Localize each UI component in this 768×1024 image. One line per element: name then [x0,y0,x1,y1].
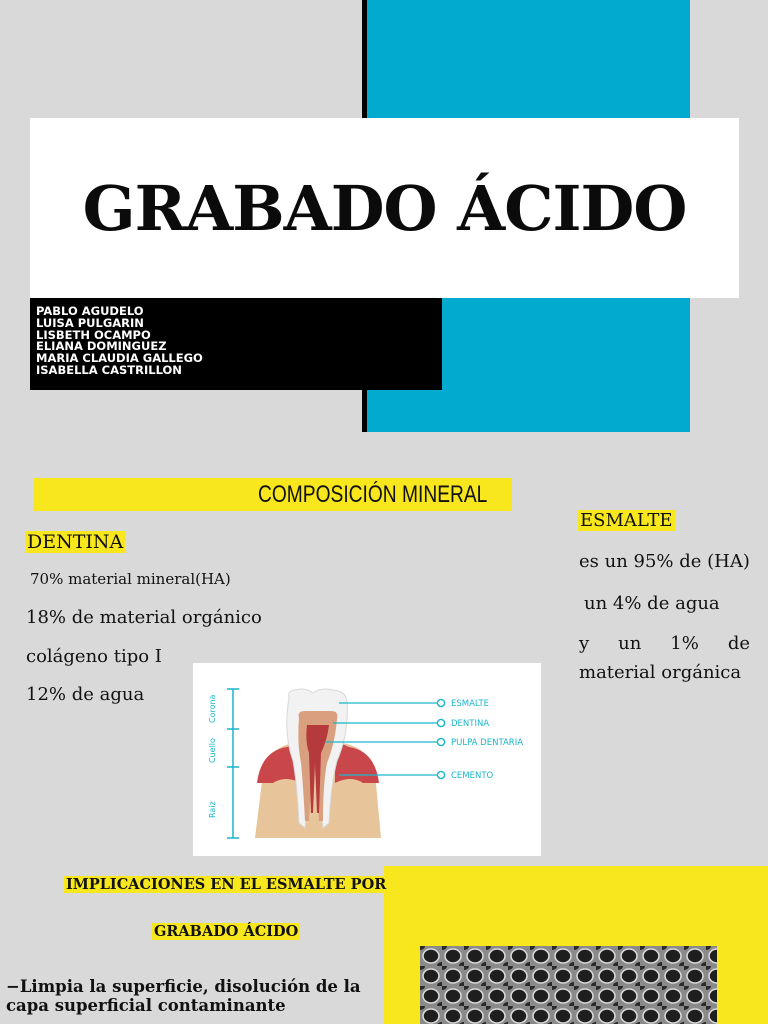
author-name: MARIA CLAUDIA GALLEGO [36,351,203,366]
dentina-item: colágeno tipo I [26,646,162,667]
raiz-label: Raíz [208,801,217,818]
author-name: PABLO AGUDELO [36,304,144,318]
implications-body: −Limpia la superficie, disolución de la capa superficial contaminante [6,977,361,1015]
author-name: ISABELLA CASTRILLON [36,362,182,377]
esmalte-item: y un 1% de [579,633,750,654]
author-name: ELIANA DOMINGUEZ [36,339,167,354]
cuello-label: Cuello [208,738,217,763]
dentina-label: DENTINA [27,531,124,553]
esmalte-label: ESMALTE [580,510,673,531]
cemento-marker-icon [437,771,444,778]
pulpa-diagram-label: PULPA DENTARIA [451,738,524,748]
implications-title-line1: IMPLICACIONES EN EL ESMALTE POR [66,876,387,893]
author-name: LUISA PULGARIN [36,315,144,330]
dentina-marker-icon [437,719,444,726]
implications-title-line2: GRABADO ÁCIDO [154,923,299,940]
esmalte-item: material orgánica [579,662,742,683]
authors-list [36,306,203,377]
composition-heading: COMPOSICIÓN MINERAL [258,481,488,508]
tooth-illustration [193,663,541,856]
dentina-item: 18% de material orgánico [26,607,262,628]
enamel-micrograph [420,946,717,1024]
dentina-diagram-label: DENTINA [451,719,490,729]
page-title: GRABADO ÁCIDO [82,171,687,245]
cemento-diagram-label: CEMENTO [451,771,494,781]
corona-label: Corona [208,694,217,723]
tooth-diagram [193,663,541,856]
esmalte-item: un 4% de agua [584,593,720,614]
esmalte-item: es un 95% de (HA) [579,551,750,572]
author-name: LISBETH OCAMPO [36,327,151,342]
esmalte-marker-icon [437,699,444,706]
dentina-item: 70% material mineral(HA) [30,570,231,588]
pulpa-marker-icon [437,738,444,745]
dentina-item: 12% de agua [26,684,145,705]
esmalte-diagram-label: ESMALTE [451,699,490,709]
